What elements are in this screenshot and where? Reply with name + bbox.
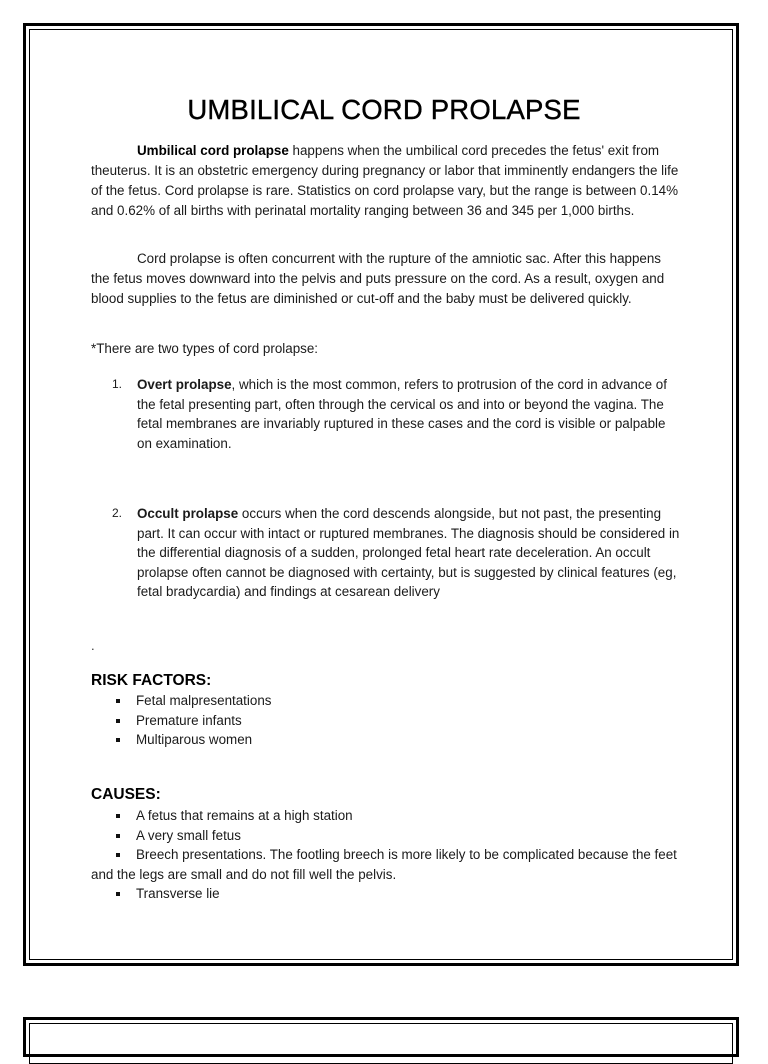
list-text: occurs when the cord descends alongside, but not past, the presenting part. It can occur with intact or ruptured membranes. The diagnosis should be considered in the differential diagnosis of a sudden, prolonged fetal heart rate deceleration. An occult prolapse often cannot be diagnosed with certainty, but is suggested by clinical features (eg, fetal bradycardia) and findings at cesarean delivery xyxy=(137,506,680,599)
next-page-border xyxy=(23,1017,739,1057)
list-item: Fetal malpresentations xyxy=(91,691,681,711)
bullet-icon xyxy=(116,699,120,703)
list-item xyxy=(112,504,682,602)
list-term: Overt prolapse xyxy=(137,377,232,392)
list-text: , which is the most common, refers to protrusion of the cord in advance of the fetal presenting part, often through the cervical os and into or beyond the vagina. The fetal membranes are invariably ruptured in these cases and the cord is visible or palpable on examination. xyxy=(137,377,667,451)
concurrent-paragraph xyxy=(91,249,681,309)
concurrent-text: Cord prolapse is often concurrent with the rupture of the amniotic sac. After this happens the fetus moves downward into the pelvis and puts pressure on the cord. As a result, oxygen and blood supplies to the fetus are diminished or cut-off and the baby must be delivered quickly. xyxy=(91,251,665,306)
types-intro: *There are two types of cord prolapse: xyxy=(91,341,319,356)
risk-factors-heading: RISK FACTORS: xyxy=(91,672,212,689)
bullet-icon xyxy=(116,738,120,742)
list-number: 2. xyxy=(112,506,123,520)
intro-paragraph xyxy=(91,141,681,221)
intro-text: happens when the umbilical cord precedes the fetus' exit from theuterus. It is an obstetric emergency during pregnancy or labor that imminently endangers the life of the fetus. Cord prolapse is rare. Statistics on cord prolapse vary, but the range is between 0.14% and 0.62% of all births with perinatal mortality ranging between 36 and 345 per 1,000 births. xyxy=(91,143,679,218)
stray-dot: . xyxy=(91,638,95,653)
bullet-icon xyxy=(116,834,120,838)
bullet-icon xyxy=(116,814,120,818)
list-item: A very small fetus xyxy=(91,826,681,846)
list-number: 1. xyxy=(112,377,123,391)
list-item: Breech presentations. The footling breech is more likely to be complicated because the feet and the legs are small and do not fill well the pelvis. xyxy=(91,847,677,882)
risk-factors-list xyxy=(91,691,681,750)
list-term: Occult prolapse xyxy=(137,506,239,521)
list-item: Transverse lie xyxy=(91,884,681,904)
bullet-icon xyxy=(116,853,120,857)
causes-heading: CAUSES: xyxy=(91,786,161,803)
causes-list xyxy=(91,806,681,904)
list-item: A fetus that remains at a high station xyxy=(91,806,681,826)
page-title: UMBILICAL CORD PROLAPSE xyxy=(187,94,581,125)
list-item: Multiparous women xyxy=(91,730,681,750)
intro-term: Umbilical cord prolapse xyxy=(137,143,289,158)
bullet-icon xyxy=(116,719,120,723)
list-item: Premature infants xyxy=(91,711,681,731)
bullet-icon xyxy=(116,892,120,896)
list-item xyxy=(112,375,682,453)
